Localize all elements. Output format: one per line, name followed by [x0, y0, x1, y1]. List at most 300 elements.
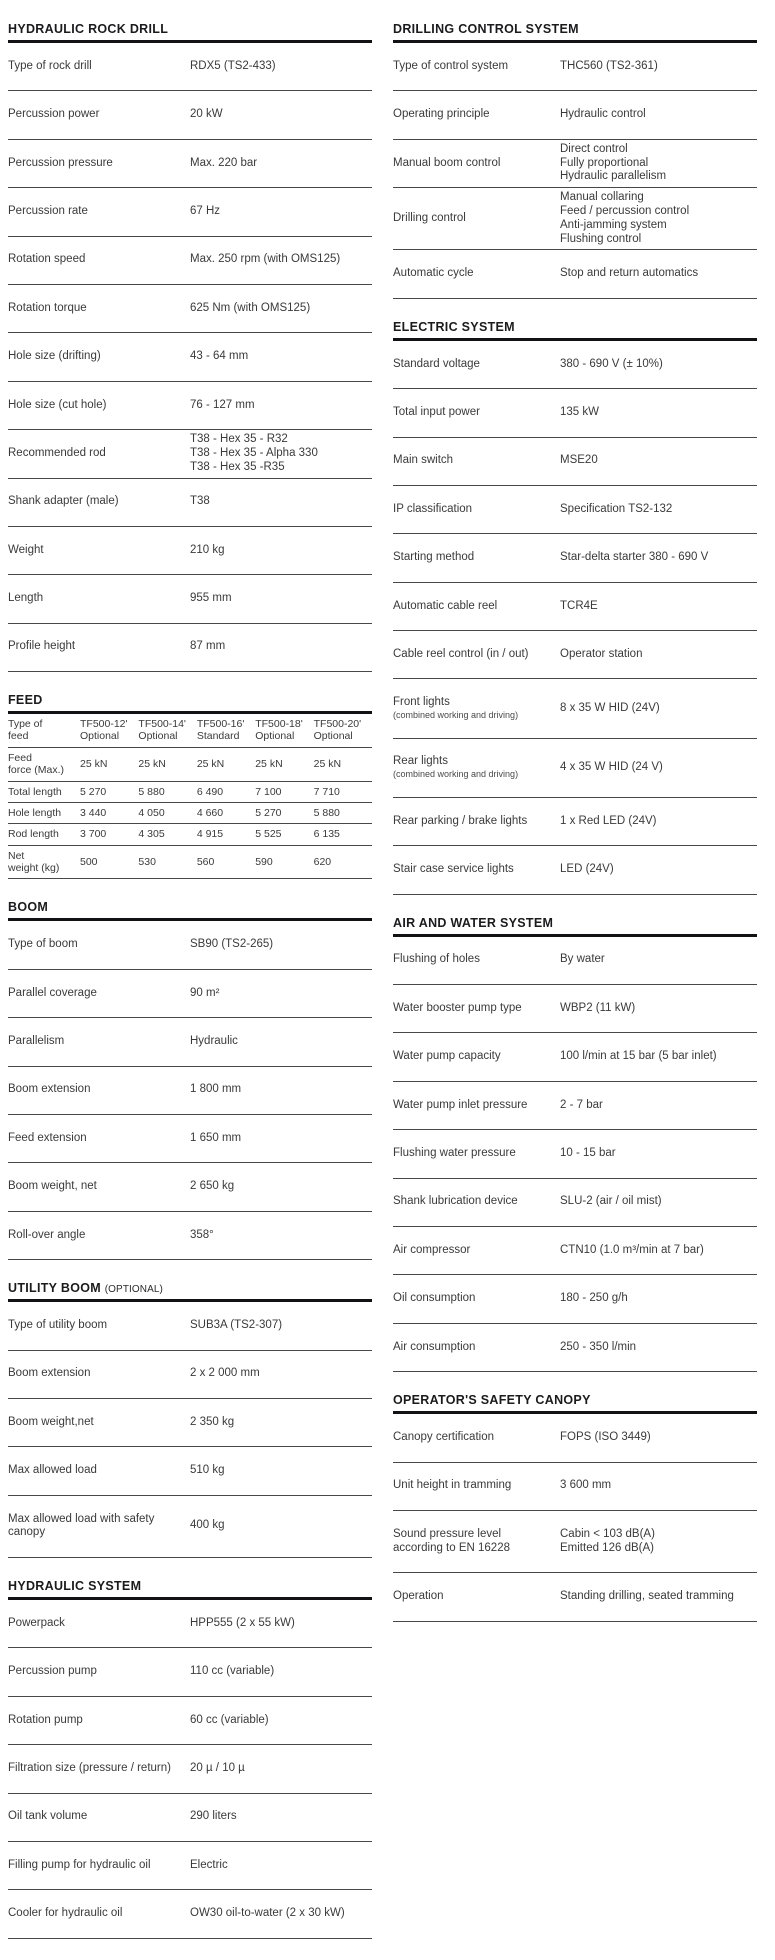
spec-table [393, 937, 757, 1373]
feed-cell: 560 [196, 855, 215, 868]
spec-row [393, 679, 757, 738]
spec-row [8, 1600, 372, 1648]
spec-label [393, 1514, 560, 1569]
spec-value: SUB3A (TS2-307) [190, 1318, 283, 1331]
spec-label [393, 489, 560, 530]
spec-label-text: Powerpack [8, 1616, 65, 1629]
spec-value: Max. 220 bar [190, 156, 258, 169]
section-title [393, 320, 757, 341]
feed-cell: 7 710 [313, 785, 340, 798]
spec-table [393, 1414, 757, 1621]
spec-label [393, 1327, 560, 1368]
spec-row [8, 140, 372, 188]
spec-value: FOPS (ISO 3449) [560, 1430, 651, 1443]
feed-cell: 3 700 [80, 828, 107, 841]
spec-row [393, 250, 757, 298]
spec-value: 210 kg [190, 543, 225, 556]
spec-value: TCR4E [560, 599, 598, 612]
feed-cell: 4 305 [138, 828, 165, 841]
spec-row [393, 534, 757, 582]
section-title [8, 22, 372, 43]
spec-label-text: Profile height [8, 640, 76, 653]
spec-label-text: Flushing of holes [393, 953, 480, 966]
spec-label [393, 1036, 560, 1077]
spec-value: Hydraulic [190, 1035, 238, 1048]
spec-value: 43 - 64 mm [190, 350, 249, 363]
feed-cell-label: Rod length [8, 828, 59, 841]
section-title [393, 1393, 757, 1414]
spec-label [8, 924, 190, 965]
spec-table [8, 1600, 372, 1939]
spec-value: 90 m² [190, 986, 220, 999]
spec-row [393, 486, 757, 534]
spec-value: Direct control Fully proportional Hydraulic parallelism [560, 142, 667, 183]
spec-label [393, 46, 560, 87]
section-title-text: OPERATOR'S SAFETY CANOPY [393, 1393, 591, 1408]
spec-label-text: Type of rock drill [8, 59, 92, 72]
spec-label-text: Stair case service lights [393, 863, 514, 876]
spec-label-text: Feed extension [8, 1131, 87, 1144]
section-hydraulic-rock-drill [8, 22, 372, 672]
spec-label [393, 1230, 560, 1271]
spec-row [393, 140, 757, 188]
spec-row [8, 1890, 372, 1938]
spec-label [393, 1576, 560, 1617]
spec-value: 67 Hz [190, 204, 221, 217]
spec-label-text: Rotation pump [8, 1713, 83, 1726]
section-title-text: FEED [8, 693, 43, 708]
spec-value: OW30 oil-to-water (2 x 30 kW) [190, 1907, 345, 1920]
spec-value: 2 x 2 000 mm [190, 1367, 260, 1380]
spec-row [8, 1018, 372, 1066]
spec-label [393, 1182, 560, 1223]
feed-cell: 530 [138, 855, 156, 868]
spec-value: MSE20 [560, 454, 598, 467]
spec-label-text: Operating principle [393, 108, 490, 121]
spec-value: 380 - 690 V (± 10%) [560, 357, 663, 370]
spec-row [393, 583, 757, 631]
spec-table [8, 921, 372, 1260]
feed-table-row [8, 748, 372, 782]
spec-label [393, 537, 560, 578]
spec-value: 290 liters [190, 1810, 237, 1823]
feed-cell: 3 440 [80, 806, 107, 819]
section-operators-safety-canopy [393, 1393, 757, 1621]
spec-label [393, 940, 560, 981]
spec-label-text: Front lights [393, 696, 450, 709]
spec-row [393, 1324, 757, 1372]
spec-value: 1 x Red LED (24V) [560, 814, 657, 827]
spec-row [8, 624, 372, 672]
spec-label [393, 849, 560, 890]
spec-row [393, 739, 757, 798]
section-feed [8, 693, 372, 879]
spec-label-text: Weight [8, 543, 44, 556]
spec-row [8, 1399, 372, 1447]
section-drilling-control-system [393, 22, 757, 299]
feed-cell: 4 660 [196, 806, 224, 819]
spec-table [8, 1302, 372, 1558]
spec-label-text: Percussion power [8, 108, 100, 121]
spec-value: T38 [190, 495, 210, 508]
spec-row [393, 1179, 757, 1227]
spec-row [8, 1302, 372, 1350]
section-utility-boom [8, 1281, 372, 1558]
spec-label-text: Percussion rate [8, 204, 88, 217]
spec-label-text: Parallelism [8, 1035, 65, 1048]
spec-label-text: Rear parking / brake lights [393, 814, 528, 827]
spec-label-text: Recommended rod [8, 446, 106, 459]
spec-row [8, 1745, 372, 1793]
spec-label [8, 143, 190, 184]
spec-label-text: Drilling control [393, 211, 466, 224]
spec-value: 76 - 127 mm [190, 398, 255, 411]
spec-value: Standing drilling, seated tramming [560, 1589, 734, 1602]
spec-value: 4 x 35 W HID (24 V) [560, 760, 663, 773]
spec-label-text: Oil consumption [393, 1292, 476, 1305]
spec-label [8, 240, 190, 281]
feed-cell: 5 270 [80, 785, 107, 798]
feed-cell: TF500-20' Optional [313, 718, 362, 743]
section-title-text: HYDRAULIC ROCK DRILL [8, 22, 169, 36]
spec-label-text: Filtration size (pressure / return) [8, 1761, 171, 1774]
spec-row [393, 438, 757, 486]
spec-label-text: Flushing water pressure [393, 1147, 516, 1159]
spec-label [393, 742, 560, 794]
feed-table-row [8, 846, 372, 880]
spec-row [393, 846, 757, 894]
spec-label [8, 1893, 190, 1934]
spec-label [393, 1085, 560, 1126]
spec-label-text: Canopy certification [393, 1430, 494, 1443]
section-title-text: UTILITY BOOM [8, 1281, 101, 1296]
spec-value: Max. 250 rpm (with OMS125) [190, 253, 341, 266]
spec-row [8, 188, 372, 236]
spec-row [8, 1842, 372, 1890]
spec-value: Star-delta starter 380 - 690 V [560, 551, 709, 564]
feed-cell: 620 [313, 855, 332, 868]
section-hydraulic-system [8, 1579, 372, 1939]
spec-label [393, 441, 560, 482]
section-air-and-water-system [393, 916, 757, 1373]
feed-cell: 5 525 [255, 828, 282, 841]
spec-row [8, 1351, 372, 1399]
spec-value: 60 cc (variable) [190, 1713, 269, 1726]
spec-value: THC560 (TS2-361) [560, 59, 658, 72]
spec-row [393, 389, 757, 437]
spec-label-text: Max allowed load with safety canopy [8, 1512, 155, 1539]
spec-label-text: Length [8, 592, 44, 605]
spec-label [393, 682, 560, 734]
spec-label-text: Air compressor [393, 1243, 471, 1256]
feed-cell: 5 270 [255, 806, 282, 819]
spec-label [8, 1118, 190, 1159]
section-title-text: HYDRAULIC SYSTEM [8, 1578, 142, 1593]
feed-cell-label: Feed force (Max.) [8, 751, 65, 777]
spec-row [8, 1648, 372, 1696]
spec-label-text: Oil tank volume [8, 1810, 88, 1823]
spec-label [8, 46, 190, 87]
spec-sublabel-text: (combined working and driving) [393, 710, 519, 721]
spec-label [393, 586, 560, 627]
section-title-text: AIR AND WATER SYSTEM [393, 915, 554, 930]
spec-row [393, 937, 757, 985]
spec-label-text: Water pump capacity [393, 1050, 501, 1063]
spec-label-text: Hole size (drifting) [8, 350, 101, 363]
spec-label [8, 1499, 190, 1554]
feed-cell: 25 kN [80, 758, 108, 771]
spec-label-text: Manual boom control [393, 156, 501, 169]
spec-value: Electric [190, 1858, 228, 1871]
spec-value: 8 x 35 W HID (24V) [560, 701, 660, 714]
spec-value: Operator station [560, 647, 643, 660]
spec-row [8, 91, 372, 139]
spec-label-text: Hole size (cut hole) [8, 398, 107, 411]
feed-cell: 590 [255, 855, 273, 868]
spec-label [393, 1278, 560, 1319]
spec-label [393, 634, 560, 675]
section-title-text: ELECTRIC SYSTEM [393, 319, 515, 334]
spec-label [8, 1305, 190, 1346]
spec-row [8, 1496, 372, 1558]
spec-row [393, 188, 757, 250]
section-title [393, 916, 757, 937]
spec-row [8, 1794, 372, 1842]
spec-value: 100 l/min at 15 bar (5 bar inlet) [560, 1050, 717, 1063]
spec-label-text: Parallel coverage [8, 986, 97, 999]
section-title [8, 693, 372, 714]
spec-row [8, 1163, 372, 1211]
spec-label [393, 1466, 560, 1507]
spec-label [8, 1070, 190, 1111]
spec-row [8, 1115, 372, 1163]
spec-label-text: Air consumption [393, 1340, 476, 1353]
spec-label [393, 1417, 560, 1458]
spec-label-text: Boom weight, net [8, 1180, 97, 1193]
feed-cell: 5 880 [138, 785, 165, 798]
feed-table-row [8, 824, 372, 845]
spec-label-text: Percussion pump [8, 1665, 97, 1678]
spec-label [8, 1748, 190, 1789]
spec-row [393, 985, 757, 1033]
spec-value: Hydraulic control [560, 108, 646, 121]
spec-value: WBP2 (11 kW) [560, 1001, 636, 1014]
spec-sublabel-text: (combined working and driving) [393, 769, 519, 780]
spec-label-text: Water pump inlet pressure [393, 1098, 528, 1111]
spec-label [393, 94, 560, 135]
spec-value: 250 - 350 l/min [560, 1340, 637, 1353]
spec-label-text: Boom weight,net [8, 1415, 94, 1428]
spec-value: 20 kW [190, 108, 223, 121]
section-title-suffix: (OPTIONAL) [104, 1284, 163, 1296]
spec-row [393, 341, 757, 389]
spec-value: 180 - 250 g/h [560, 1292, 628, 1305]
spec-value: 1 800 mm [190, 1083, 242, 1096]
spec-label-text: Rotation speed [8, 253, 86, 266]
spec-label [8, 1166, 190, 1207]
spec-label [8, 433, 190, 474]
spec-value: 20 µ / 10 µ [190, 1761, 245, 1774]
spec-row [8, 237, 372, 285]
spec-label [393, 801, 560, 842]
spec-value: 135 kW [560, 405, 599, 418]
spec-label [8, 1402, 190, 1443]
spec-row [393, 1511, 757, 1573]
spec-label-text: Starting method [393, 551, 475, 564]
right-column [393, 22, 757, 1960]
spec-label-text: Type of utility boom [8, 1318, 108, 1331]
section-title-text: DRILLING CONTROL SYSTEM [393, 22, 579, 36]
spec-value: 1 650 mm [190, 1131, 242, 1144]
feed-cell: 25 kN [255, 758, 283, 771]
spec-label [8, 1603, 190, 1644]
spec-label-text: Unit height in tramming [393, 1479, 512, 1492]
spec-label-text: Standard voltage [393, 357, 480, 370]
feed-cell-label: Hole length [8, 806, 62, 819]
spec-value: 3 600 mm [560, 1479, 612, 1492]
spec-row [393, 1463, 757, 1511]
spec-label-text: Filling pump for hydraulic oil [8, 1858, 151, 1871]
spec-label [8, 288, 190, 329]
section-title [8, 900, 372, 921]
spec-label [8, 1797, 190, 1838]
feed-cell: 5 880 [313, 806, 340, 819]
spec-value: 625 Nm (with OMS125) [190, 301, 311, 314]
section-title [8, 1579, 372, 1600]
spec-value: 87 mm [190, 640, 226, 653]
feed-table [8, 714, 372, 879]
spec-row [393, 631, 757, 679]
spec-label-text: Roll-over angle [8, 1228, 86, 1241]
feed-cell: 25 kN [196, 758, 225, 771]
spec-value: RDX5 (TS2-433) [190, 59, 276, 72]
spec-value: 110 cc (variable) [190, 1665, 275, 1678]
spec-row [393, 1275, 757, 1323]
left-column [8, 22, 372, 1960]
spec-value: 2 - 7 bar [560, 1098, 603, 1111]
spec-label-text: Operation [393, 1589, 444, 1602]
spec-row [393, 1033, 757, 1081]
spec-value: SB90 (TS2-265) [190, 938, 274, 951]
spec-row [8, 430, 372, 478]
feed-cell: TF500-14' Optional [138, 718, 186, 743]
spec-row [8, 43, 372, 91]
spec-label-text: Rear lights [393, 755, 448, 768]
spec-row [8, 382, 372, 430]
spec-row [8, 479, 372, 527]
feed-cell: TF500-18' Optional [255, 718, 303, 743]
spec-row [393, 43, 757, 91]
spec-label-text: Automatic cycle [393, 267, 474, 280]
spec-label [393, 198, 560, 239]
spec-row [8, 527, 372, 575]
spec-label-text: Sound pressure level according to EN 16228 [393, 1527, 510, 1554]
feed-cell: 6 490 [196, 785, 224, 798]
spec-label [8, 482, 190, 523]
spec-value: 400 kg [190, 1519, 225, 1532]
spec-label [8, 1700, 190, 1741]
spec-label-text: Boom extension [8, 1083, 91, 1096]
spec-label [8, 94, 190, 135]
spec-row [8, 1212, 372, 1260]
spec-label-text: Cooler for hydraulic oil [8, 1907, 123, 1920]
spec-row [8, 921, 372, 969]
spec-label [8, 973, 190, 1014]
spec-label-text: Total input power [393, 405, 480, 418]
spec-label [8, 336, 190, 377]
feed-cell: 25 kN [313, 758, 342, 771]
feed-cell: 25 kN [138, 758, 166, 771]
spec-row [393, 798, 757, 846]
spec-label-text: Shank lubrication device [393, 1195, 518, 1208]
spec-label [393, 1133, 560, 1174]
spec-row [393, 1227, 757, 1275]
spec-value: 510 kg [190, 1464, 225, 1477]
spec-value: HPP555 (2 x 55 kW) [190, 1616, 295, 1629]
feed-table-row [8, 803, 372, 824]
spec-row [393, 91, 757, 139]
spec-value: Stop and return automatics [560, 267, 699, 280]
spec-label [8, 1845, 190, 1886]
feed-cell: TF500-16' Standard [196, 718, 245, 743]
spec-label [8, 1215, 190, 1256]
spec-label [8, 1021, 190, 1062]
spec-table [8, 43, 372, 672]
spec-label [393, 344, 560, 385]
spec-row [8, 1067, 372, 1115]
spec-label [8, 1651, 190, 1692]
spec-label-text: Boom extension [8, 1367, 91, 1380]
spec-value: 10 - 15 bar [560, 1147, 616, 1159]
spec-value: T38 - Hex 35 - R32 T38 - Hex 35 - Alpha 330 T38 - Hex 35 -R35 [190, 433, 318, 473]
spec-value: Cabin < 103 dB(A) Emitted 126 dB(A) [560, 1527, 655, 1554]
spec-label-text: Shank adapter (male) [8, 495, 119, 508]
feed-table-row [8, 782, 372, 803]
spec-label [393, 988, 560, 1029]
spec-value: 358° [190, 1228, 214, 1241]
section-title-text: BOOM [8, 900, 49, 915]
spec-value: Manual collaring Feed / percussion control Anti-jamming system Flushing control [560, 191, 690, 245]
feed-table-row [8, 714, 372, 748]
spec-table [393, 43, 757, 299]
spec-label-text: Type of boom [8, 938, 78, 951]
spec-row [8, 1447, 372, 1495]
feed-cell: 500 [80, 855, 98, 868]
spec-label [8, 578, 190, 619]
section-title [8, 1281, 372, 1302]
spec-label [393, 392, 560, 433]
spec-label [8, 530, 190, 571]
spec-value: 2 350 kg [190, 1415, 235, 1428]
section-electric-system [393, 320, 757, 895]
spec-label [8, 1354, 190, 1395]
feed-cell: 6 135 [313, 828, 340, 841]
feed-cell: 7 100 [255, 785, 282, 798]
spec-label [8, 1450, 190, 1491]
spec-value: SLU-2 (air / oil mist) [560, 1195, 662, 1208]
section-boom [8, 900, 372, 1260]
spec-row [8, 333, 372, 381]
spec-row [393, 1082, 757, 1130]
spec-row [393, 1130, 757, 1178]
feed-cell: TF500-12' Optional [80, 718, 128, 743]
spec-row [8, 575, 372, 623]
feed-cell-label: Type of feed [8, 718, 43, 743]
spec-label-text: Type of control system [393, 59, 509, 72]
spec-label-text: Main switch [393, 454, 454, 467]
spec-value: CTN10 (1.0 m³/min at 7 bar) [560, 1243, 704, 1256]
spec-label-text: Max allowed load [8, 1464, 97, 1477]
